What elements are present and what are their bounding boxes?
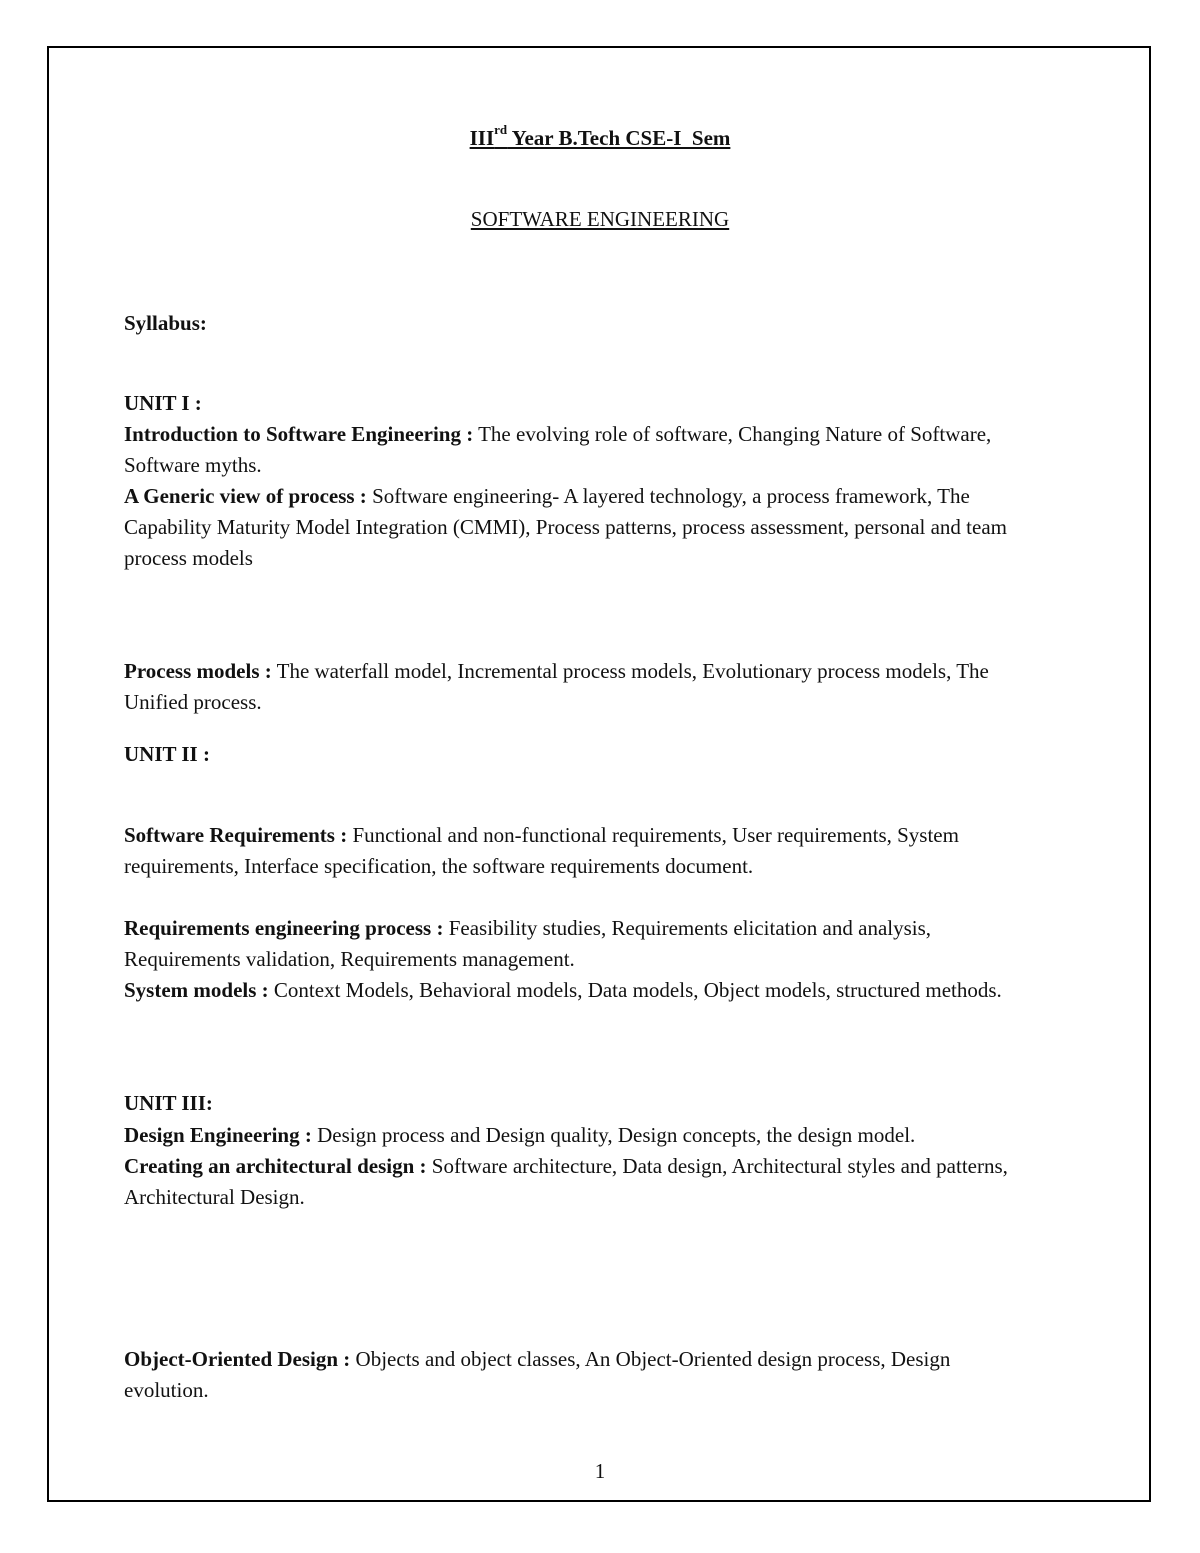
unit-1-models-desc: The waterfall model, Incremental process models, Evolutionary process models, The Unified process. <box>124 659 989 714</box>
unit-3-ood-term: Object-Oriented Design : <box>124 1347 351 1371</box>
unit-2-system-models <box>124 975 1029 1006</box>
unit-2-req-term: Software Requirements : <box>124 823 348 847</box>
unit-1-generic-term: A Generic view of process : <box>124 484 367 508</box>
unit-2-sys-term: System models : <box>124 978 269 1002</box>
unit-2-title: UNIT II : <box>124 742 210 766</box>
unit-2-sys-desc: Context Models, Behavioral models, Data models, Object models, structured methods. <box>268 978 1002 1002</box>
unit-3-object-oriented-design <box>124 1344 1029 1406</box>
unit-1-intro-term: Introduction to Software Engineering : <box>124 422 474 446</box>
unit-1-generic-process <box>124 481 1029 574</box>
unit-1-title: UNIT I : <box>124 391 202 415</box>
course-heading-rest: Year B.Tech CSE-I Sem <box>507 126 731 150</box>
unit-2-requirements-engineering <box>124 913 1029 975</box>
unit-1-intro <box>124 419 1029 481</box>
unit-3-arch-desc: Software architecture, Data design, Architectural styles and patterns, Architectural Design. <box>124 1154 1008 1209</box>
unit-3-ood-desc: Objects and object classes, An Object-Oriented design process, Design evolution. <box>124 1347 951 1402</box>
course-year-suffix: rd <box>494 122 508 137</box>
unit-3-architectural-design <box>124 1151 1029 1213</box>
unit-3-design-desc: Design process and Design quality, Design concepts, the design model. <box>311 1123 916 1147</box>
unit-3-arch-term: Creating an architectural design : <box>124 1154 427 1178</box>
unit-1-generic-desc: Software engineering- A layered technology, a process framework, The Capability Maturity Model Integration (CMMI), Process patterns, process assessment, personal and team process models <box>124 484 1007 570</box>
syllabus-label: Syllabus: <box>124 311 207 335</box>
course-year-roman: III <box>469 126 495 150</box>
subject-title: SOFTWARE ENGINEERING <box>470 207 730 231</box>
page-border <box>47 46 1151 1502</box>
unit-1-process-models <box>124 656 1029 718</box>
unit-2-req-desc: Functional and non-functional requirements, User requirements, System requirements, Interface specification, the software requirements document. <box>124 823 959 878</box>
unit-2-eng-desc: Feasibility studies, Requirements elicitation and analysis, Requirements validation, Requirements management. <box>124 916 932 971</box>
page-number: 1 <box>594 1459 606 1483</box>
unit-3-design-engineering <box>124 1120 1029 1151</box>
unit-1-models-term: Process models : <box>124 659 272 683</box>
unit-1-intro-desc: The evolving role of software, Changing Nature of Software, Software myths. <box>124 422 992 477</box>
unit-2-software-requirements <box>124 820 1029 882</box>
unit-2-eng-term: Requirements engineering process : <box>124 916 444 940</box>
course-heading <box>0 123 1200 154</box>
unit-3-title: UNIT III: <box>124 1091 213 1115</box>
unit-3-design-term: Design Engineering : <box>124 1123 312 1147</box>
